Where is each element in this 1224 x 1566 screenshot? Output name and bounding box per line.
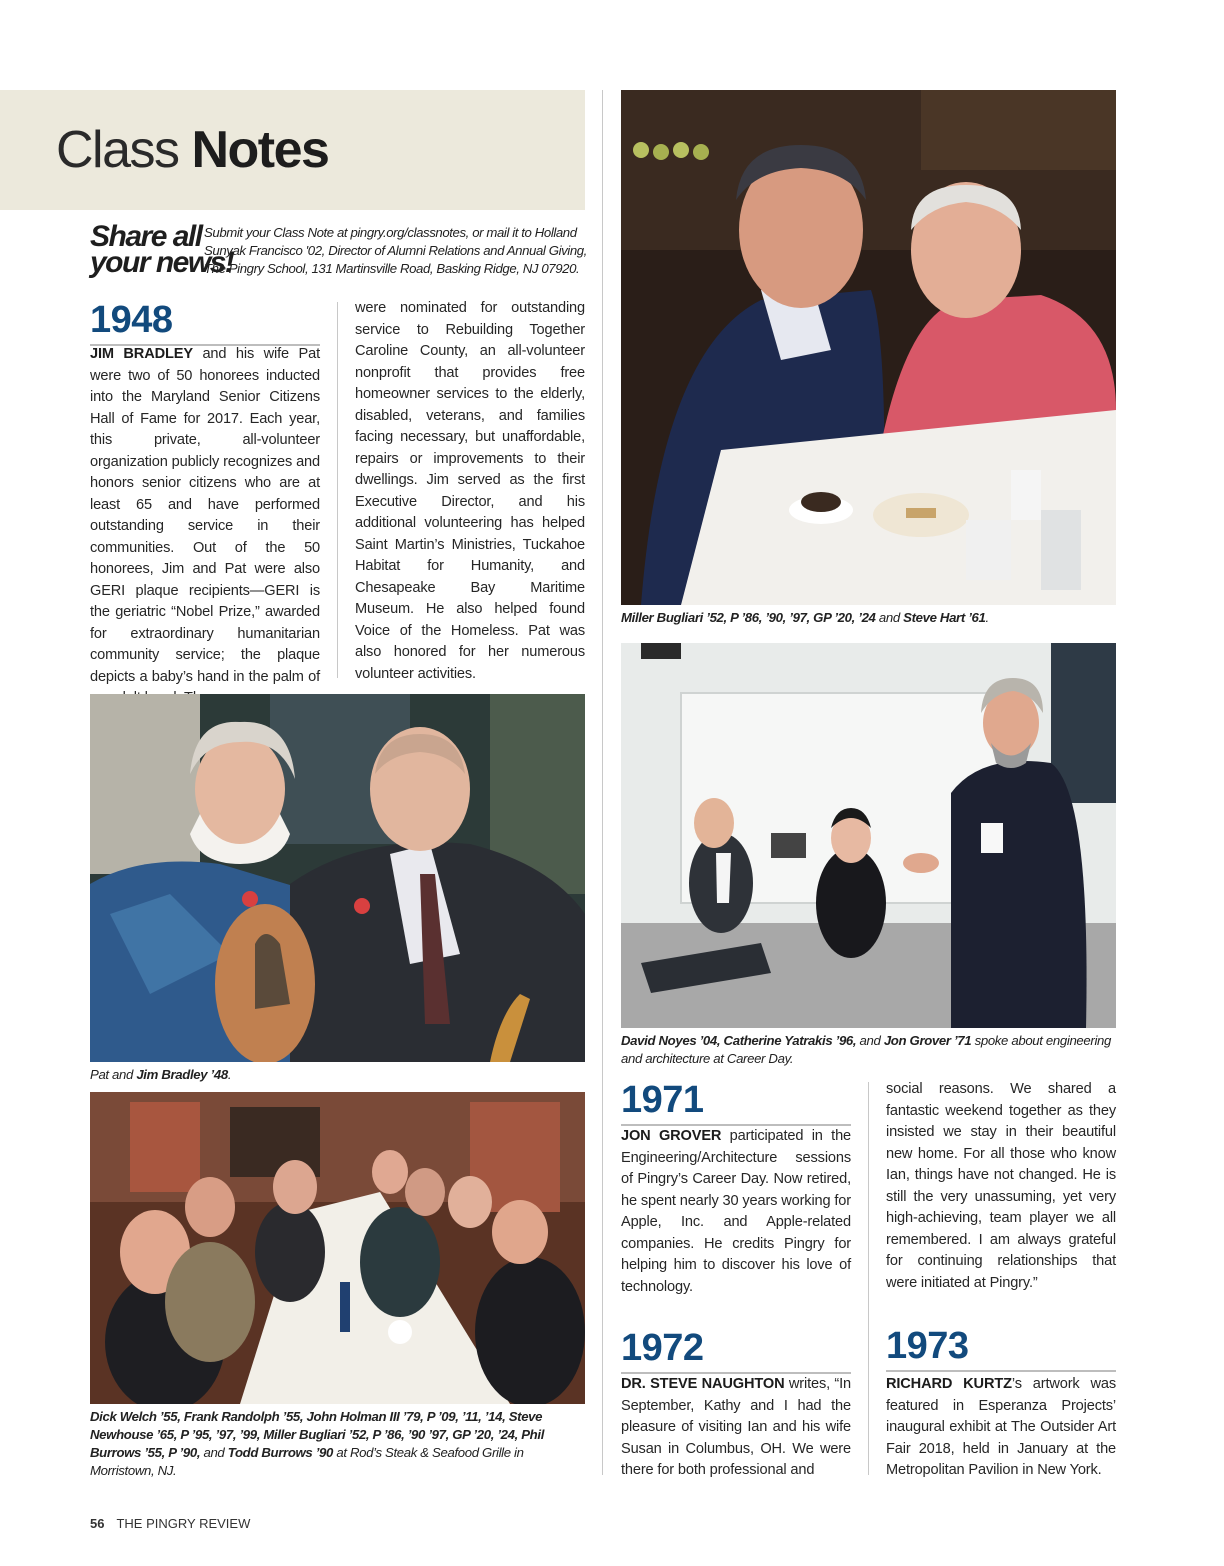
caption-dinner-name2: Todd Burrows ’90 bbox=[227, 1445, 334, 1460]
name-steve-naughton: DR. STEVE NAUGHTON bbox=[621, 1376, 785, 1392]
name-jon-grover: JON GROVER bbox=[621, 1128, 722, 1144]
caption-careerday-t1: and bbox=[856, 1033, 884, 1048]
name-richard-kurtz: RICHARD KURTZ bbox=[886, 1376, 1012, 1392]
caption-bugliari bbox=[621, 609, 1116, 627]
caption-dinner-names: Dick Welch ’55, Frank Randolph ’55, John Holman III ’79, P ’09, ’11, ’14, Steve Newhouse ’65, P ’95, ’97, ’99, Miller Bugliari ’52, P ’86, ’90 ’97, GP ’20, ’24, Phil Burrows ’55, P ’90, bbox=[90, 1409, 545, 1460]
page-footer bbox=[90, 1516, 250, 1531]
caption-bugliari-name1: Miller Bugliari ’52, P ’86, ’90, ’97, GP ’20, ’24 bbox=[621, 610, 876, 625]
publication-name: THE PINGRY REVIEW bbox=[116, 1516, 251, 1531]
caption-dinner bbox=[90, 1408, 570, 1480]
name-jim-bradley: JIM BRADLEY bbox=[90, 346, 193, 362]
note-1972 bbox=[621, 1374, 851, 1482]
photo-bugliari-image bbox=[621, 90, 1116, 605]
share-headline-line2: your news! bbox=[90, 246, 234, 279]
note-1973 bbox=[886, 1374, 1116, 1482]
note-1948-col1 bbox=[90, 344, 320, 710]
caption-careerday-names: David Noyes ’04, Catherine Yatrakis ’96, bbox=[621, 1033, 857, 1048]
caption-bradley-name: Jim Bradley ’48 bbox=[136, 1067, 228, 1082]
title-light: Class bbox=[56, 121, 179, 179]
note-1972-continued: social reasons. We shared a fantastic weekend together as they insisted we stay in their beautiful new home. For all those who know Ian, things have not changed. He is still the very unassuming, yet very high-achieving, team player we all remembered. I am always grateful for continuing relationships that were initiated at Pingry.” bbox=[886, 1081, 1116, 1291]
page-divider bbox=[602, 90, 603, 1475]
caption-bradley-t2: . bbox=[227, 1067, 232, 1082]
share-headline bbox=[90, 220, 234, 279]
page-number: 56 bbox=[90, 1516, 105, 1531]
title-bold: Notes bbox=[191, 121, 329, 179]
column-divider-right bbox=[868, 1082, 869, 1475]
share-headline-line1: Share all bbox=[90, 220, 202, 253]
year-1948-heading: 1948 bbox=[90, 298, 320, 346]
caption-careerday bbox=[621, 1032, 1111, 1068]
photo-careerday bbox=[621, 643, 1116, 1028]
caption-bugliari-t2: . bbox=[985, 610, 989, 625]
photo-bugliari bbox=[621, 90, 1116, 605]
share-instructions: Submit your Class Note at pingry.org/classnotes, or mail it to Holland Sunyak Francisco '02, Director of Alumni Relations and Annual Giving, The Pingry School, 131 Martinsville Road, Basking Ridge, NJ 07920. bbox=[204, 225, 587, 276]
caption-bradley-t1: Pat and bbox=[90, 1067, 137, 1082]
caption-bugliari-name2: Steve Hart ’61 bbox=[903, 610, 986, 625]
note-1948-text1: and his wife Pat were two of 50 honorees inducted into the Maryland Senior Citizens Hall of Fame for 2017. Each year, this private, all-volunteer organization publicly recognizes and honors senior citizens who are at least 65 and have performed outstanding service in their communities. Out of the 50 honorees, Jim and Pat were also GERI plaque recipients—GERI is the geriatric “Nobel Prize,” awarded for extraordinary humanitarian community service; the plaque depicts a baby’s hand in the palm of bbox=[90, 346, 321, 685]
year-1973-heading: 1973 bbox=[886, 1324, 1116, 1372]
photo-dinner-image bbox=[90, 1092, 585, 1404]
year-1971-heading: 1971 bbox=[621, 1078, 851, 1126]
column-divider bbox=[337, 302, 338, 678]
page-title bbox=[56, 118, 328, 182]
caption-dinner-t2: at Rod’s Steak & Seafood Grille in Morristown, NJ. bbox=[90, 1445, 524, 1478]
caption-bradley bbox=[90, 1066, 585, 1084]
photo-dinner bbox=[90, 1092, 585, 1404]
photo-bradley bbox=[90, 694, 585, 1062]
note-1973-text: ’s artwork was featured in Esperanza Projects’ inaugural exhibit at The Outsider Art Fair 2018, held in January at the Metropolitan Pavilion in New York. bbox=[886, 1376, 1116, 1478]
photo-bradley-image bbox=[90, 694, 585, 1062]
photo-careerday-image bbox=[621, 643, 1116, 1028]
note-1971 bbox=[621, 1126, 851, 1298]
note-1948-col2: were nominated for outstanding service to Rebuilding Together Caroline County, an all-volunteer nonprofit that provides free homeowner services to the elderly, disabled, veterans, and families facing necessary, but unaffordable, repairs or improvements to their dwellings. Jim served as the first Executive Director, and his additional volunteering has helped Saint Martin’s Ministries, Tuckahoe Habitat for Humanity, and Chesapeake Bay Maritime Museum. He also helped found Voice of the Homeless. Pat was also honored for her numerous volunteer activities. bbox=[355, 300, 585, 682]
caption-careerday-name2: Jon Grover ’71 bbox=[883, 1033, 972, 1048]
caption-careerday-t2: spoke about engineering and architecture at Career Day. bbox=[621, 1033, 1111, 1066]
caption-dinner-t1: and bbox=[200, 1445, 228, 1460]
caption-bugliari-t1: and bbox=[875, 610, 904, 625]
year-1972-heading: 1972 bbox=[621, 1326, 851, 1374]
note-1971-text: participated in the Engineering/Architecture sessions of Pingry’s Career Day. Now retired, he spent nearly 30 years working for Apple, Inc. and Apple-related companies. He credits Pingry for helping him to discover his love of technology. bbox=[621, 1128, 851, 1295]
note-1972-text: writes, “In September, Kathy and I had the pleasure of visiting Ian and his wife Susan in Columbus, OH. We were there for both professional and bbox=[621, 1376, 851, 1478]
